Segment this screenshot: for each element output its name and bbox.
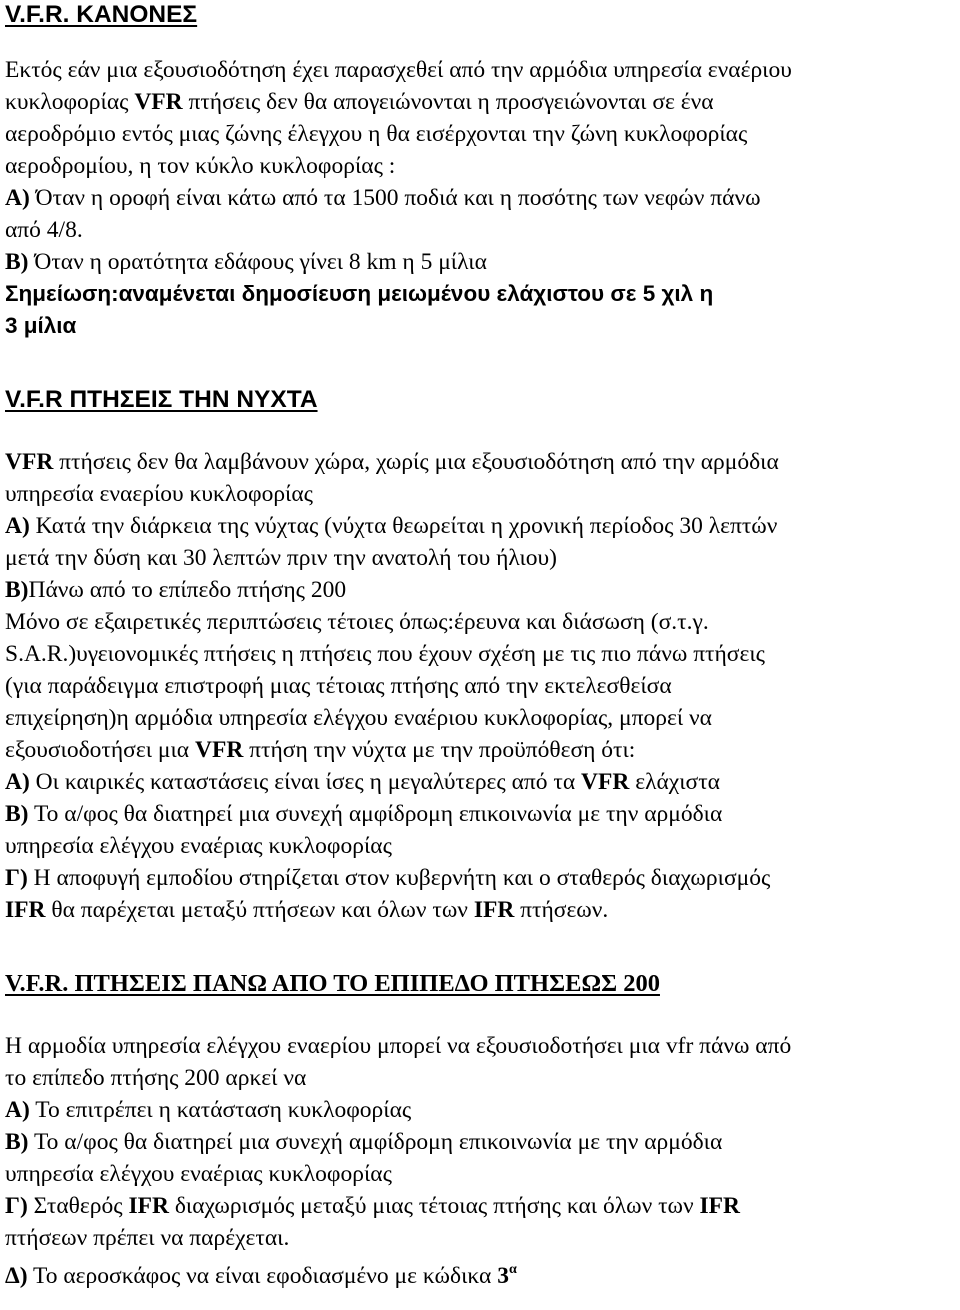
- list-item-a: Α) Το επιτρέπει η κατάσταση κυκλοφορίας: [5, 1097, 412, 1123]
- paragraph-line: κυκλοφορίας VFR πτήσεις δεν θα απογειώνονται η προσγειώνονται σε ένα: [5, 89, 714, 115]
- paragraph-line: πτήσεων πρέπει να παρέχεται.: [5, 1225, 290, 1251]
- paragraph-line: υπηρεσία εναερίου κυκλοφορίας: [5, 481, 313, 507]
- paragraph-line: από 4/8.: [5, 217, 83, 243]
- section-title-vfr-night: V.F.R ΠΤΗΣΕΙΣ ΤΗΝ ΝΥΧΤΑ: [5, 386, 318, 413]
- section-title-vfr-above-fl200: V.F.R. ΠΤΗΣΕΙΣ ΠΑΝΩ ΑΠΟ ΤΟ ΕΠΙΠΕΔΟ ΠΤΗΣΕΩΣ 200: [5, 970, 660, 997]
- paragraph-line: αεροδρομίου, η τον κύκλο κυκλοφορίας :: [5, 153, 396, 179]
- paragraph-line: Εκτός εάν μια εξουσιοδότηση έχει παρασχεθεί από την αρμόδια υπηρεσία εναέριου: [5, 57, 792, 83]
- paragraph-line: S.A.R.)υγειονομικές πτήσεις η πτήσεις που έχουν σχέση με τις πιο πάνω πτήσεις: [5, 641, 765, 667]
- list-item-a: Α) Κατά την διάρκεια της νύχτας (νύχτα θεωρείται η χρονική περίοδος 30 λεπτών: [5, 513, 778, 539]
- paragraph-line: (για παράδειγμα επιστροφή μιας τέτοιας πτήσης από την εκτελεσθείσα: [5, 673, 672, 699]
- note-line: Σημείωση:αναμένεται δημοσίευση μειωμένου ελάχιστου σε 5 χιλ η: [5, 281, 714, 306]
- paragraph-line: εξουσιοδοτήσει μια VFR πτήση την νύχτα με την προϋπόθεση ότι:: [5, 737, 636, 763]
- paragraph-line: Μόνο σε εξαιρετικές περιπτώσεις τέτοιες όπως:έρευνα και διάσωση (σ.τ.γ.: [5, 609, 709, 635]
- paragraph-line: VFR πτήσεις δεν θα λαμβάνουν χώρα, χωρίς μια εξουσιοδότηση από την αρμόδια: [5, 449, 779, 475]
- section-title-vfr-rules: V.F.R. ΚΑΝΟΝΕΣ: [5, 1, 198, 28]
- list-item-a: Α) Οι καιρικές καταστάσεις είναι ίσες η μεγαλύτερες από τα VFR ελάχιστα: [5, 769, 720, 795]
- paragraph-line: υπηρεσία ελέγχου εναέριας κυκλοφορίας: [5, 1161, 392, 1187]
- list-item-c: Γ) Η αποφυγή εμποδίου στηρίζεται στον κυβερνήτη και ο σταθερός διαχωρισμός: [5, 865, 771, 891]
- list-item-c: Γ) Σταθερός IFR διαχωρισμός μεταξύ μιας τέτοιας πτήσης και όλων των IFR: [5, 1193, 740, 1219]
- list-item-a: Α) Όταν η οροφή είναι κάτω από τα 1500 ποδιά και η ποσότης των νεφών πάνω: [5, 185, 761, 211]
- paragraph-line: αεροδρόμιο εντός μιας ζώνης έλεγχου η θα εισέρχονται την ζώνη κυκλοφορίας: [5, 121, 748, 147]
- list-item-b: Β) Το α/φος θα διατηρεί μια συνεχή αμφίδρομη επικοινωνία με την αρμόδια: [5, 1129, 723, 1155]
- paragraph-line: IFR θα παρέχεται μεταξύ πτήσεων και όλων των IFR πτήσεων.: [5, 897, 609, 923]
- list-item-b: Β) Όταν η ορατότητα εδάφους γίνει 8 km η 5 μίλια: [5, 249, 487, 275]
- paragraph-line: Η αρμοδία υπηρεσία ελέγχου εναερίου μπορεί να εξουσιοδοτήσει μια vfr πάνω από: [5, 1033, 792, 1059]
- note-line: 3 μίλια: [5, 313, 77, 338]
- paragraph-line: υπηρεσία ελέγχου εναέριας κυκλοφορίας: [5, 833, 392, 859]
- list-item-b: Β) Το α/φος θα διατηρεί μια συνεχή αμφίδρομη επικοινωνία με την αρμόδια: [5, 801, 723, 827]
- paragraph-line: επιχείρηση)η αρμόδια υπηρεσία ελέγχου εναέριου κυκλοφορίας, μπορεί να: [5, 705, 712, 731]
- paragraph-line: μετά την δύση και 30 λεπτών πριν την ανατολή του ήλιου): [5, 545, 558, 571]
- list-item-b: Β)Πάνω από το επίπεδο πτήσης 200: [5, 577, 347, 603]
- paragraph-line: το επίπεδο πτήσης 200 αρκεί να: [5, 1065, 307, 1091]
- list-item-d: Δ) Το αεροσκάφος να είναι εφοδιασμένο με κώδικα $3^\alpha$: [5, 1262, 517, 1289]
